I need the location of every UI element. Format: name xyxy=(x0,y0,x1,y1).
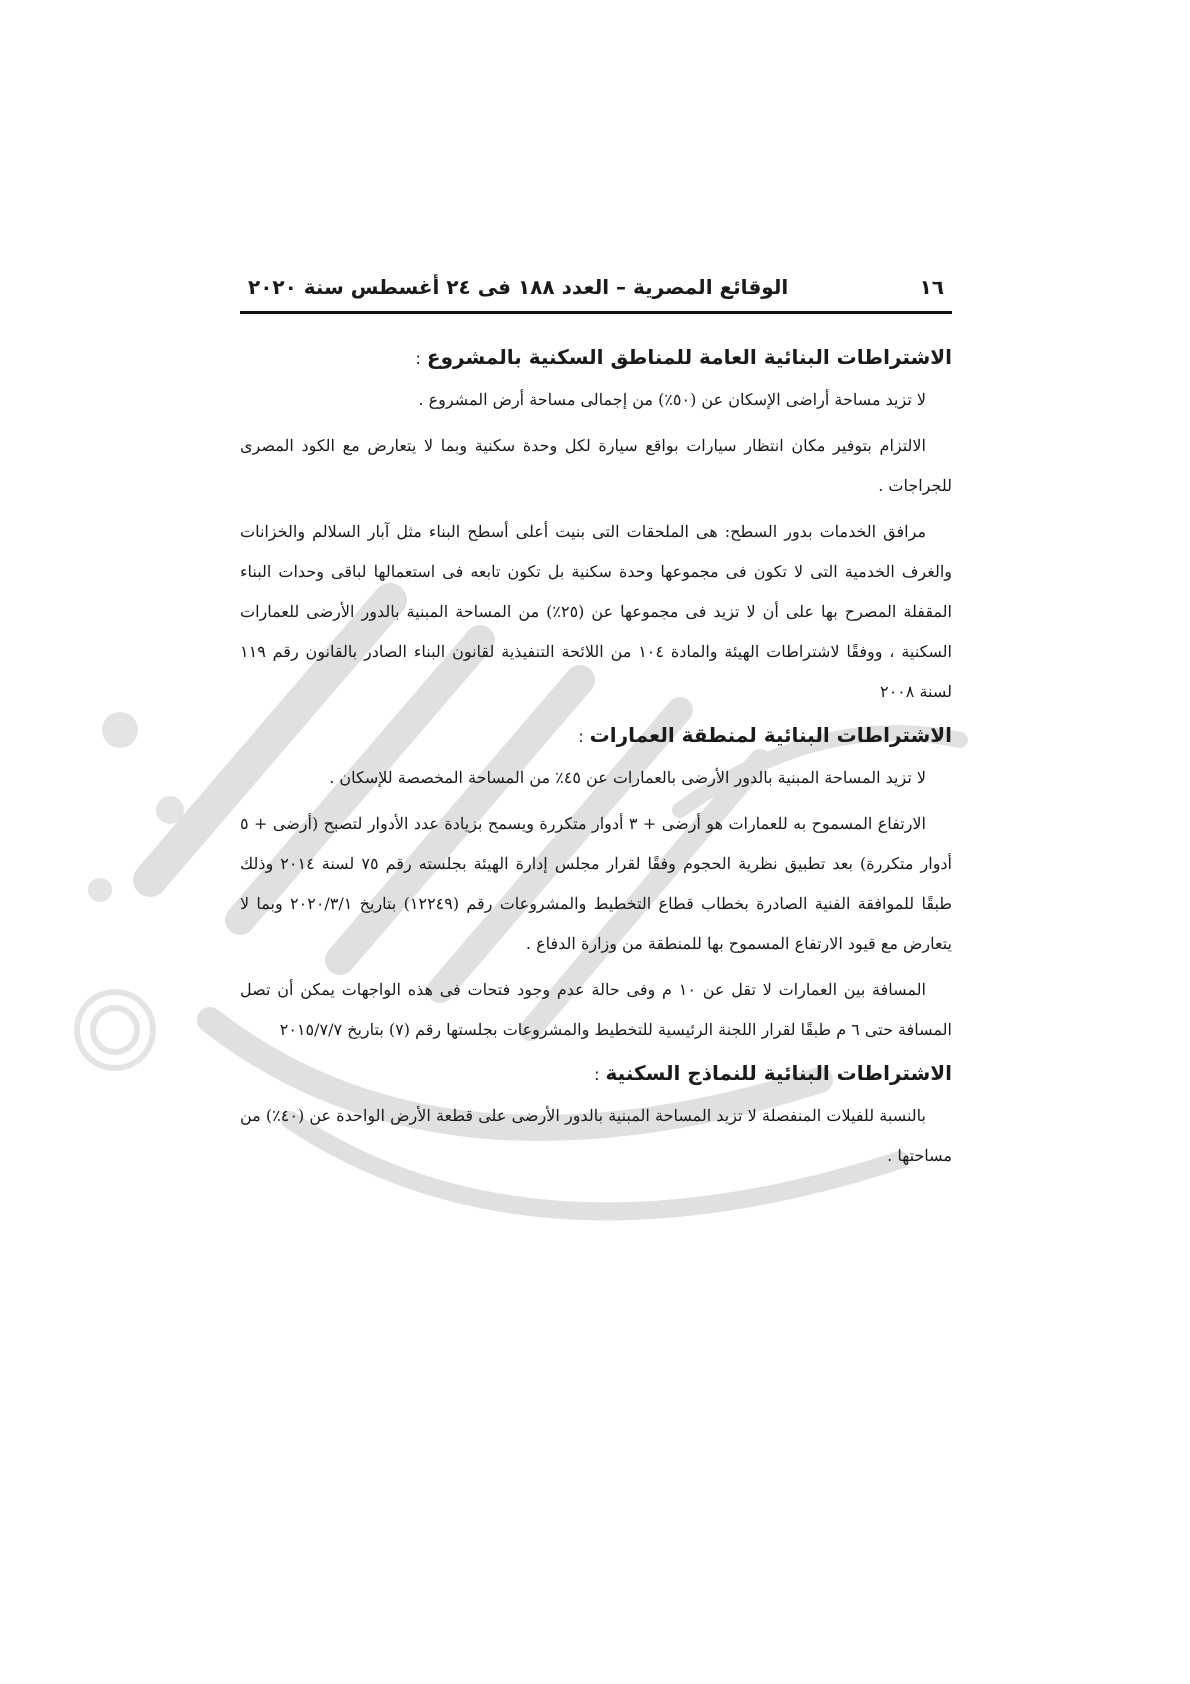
section-title-text: الاشتراطات البنائية لمنطقة العمارات xyxy=(589,723,952,747)
paragraph xyxy=(240,380,952,420)
paragraph xyxy=(240,970,952,1050)
section-title-colon: : xyxy=(578,727,584,746)
page-number: ١٦ xyxy=(919,275,944,299)
section-title-text: الاشتراطات البنائية للنماذج السكنية xyxy=(605,1061,952,1085)
paragraph-text: الالتزام بتوفير مكان انتظار سيارات بواقع سيارة لكل وحدة سكنية وبما لا يتعارض مع الكود المصرى للجراجات . xyxy=(240,436,952,495)
paragraph-text: مرافق الخدمات بدور السطح: هى الملحقات التى بنيت أعلى أسطح البناء مثل آبار السلالم والخزانات والغرف الخدمية التى لا تكون فى مجموعها وحدة سكنية بل تكون تابعه فى استعمالها لباقى وحدات البناء المقفلة المصرح بها على أن لا تزيد فى مجموعها عن (٢٥٪) من المساحة المبنية بالدور الأرضى للعمارات السكنية ، ووفقًا لاشتراطات الهيئة والمادة ١٠٤ من اللائحة التنفيذية لقانون البناء الصادر بالقانون رقم ١١٩ لسنة ٢٠٠٨ xyxy=(240,522,952,701)
paragraph-text: الارتفاع المسموح به للعمارات هو أرضى + ٣ أدوار متكررة ويسمح بزيادة عدد الأدوار لتصبح (أرضى + ٥ أدوار متكررة) بعد تطبيق نظرية الحجوم وفقًا لقرار مجلس إدارة الهيئة بجلسته رقم ٧٥ لسنة ٢٠١٤ وذلك طبقًا للموافقة الفنية الصادرة بخطاب قطاع التخطيط والمشروعات رقم (١٢٢٤٩) بتاريخ ٢٠٢٠/٣/١ وبما لا يتعارض مع قيود الارتفاع المسموح بها للمنطقة من وزارة الدفاع . xyxy=(240,814,953,953)
paragraph xyxy=(240,512,952,712)
header-divider xyxy=(240,311,952,314)
running-title: الوقائع المصرية – العدد ١٨٨ فى ٢٤ أغسطس سنة ٢٠٢٠ xyxy=(248,275,789,299)
section-title xyxy=(240,1056,952,1092)
paragraph xyxy=(240,804,952,964)
section-title xyxy=(240,340,952,376)
paragraph-text: لا تزيد المساحة المبنية بالدور الأرضى بالعمارات عن ٤٥٪ من المساحة المخصصة للإسكان . xyxy=(329,768,926,787)
section-title xyxy=(240,718,952,754)
paragraph-text: بالنسبة للفيلات المنفصلة لا تزيد المساحة المبنية بالدور الأرضى على قطعة الأرض الواحدة عن (٤٠٪) من مساحتها . xyxy=(240,1106,952,1165)
section-buildings-zone xyxy=(240,718,952,1050)
section-title-colon: : xyxy=(594,1065,600,1084)
paragraph xyxy=(240,758,952,798)
section-residential-models xyxy=(240,1056,952,1176)
page-header xyxy=(240,275,952,311)
section-title-colon: : xyxy=(415,349,421,368)
paragraph xyxy=(240,1096,952,1176)
paragraph-text: المسافة بين العمارات لا تقل عن ١٠ م وفى حالة عدم وجود فتحات فى هذه الواجهات يمكن أن تصل المسافة حتى ٦ م طبقًا لقرار اللجنة الرئيسية للتخطيط والمشروعات بجلستها رقم (٧) بتاريخ ٢٠١٥/٧/٧ xyxy=(240,980,952,1039)
paragraph-text: لا تزيد مساحة أراضى الإسكان عن (٥٠٪) من إجمالى مساحة أرض المشروع . xyxy=(418,390,926,409)
paragraph xyxy=(240,426,952,506)
section-title-text: الاشتراطات البنائية العامة للمناطق السكنية بالمشروع xyxy=(426,345,952,369)
gazette-page xyxy=(240,275,952,1182)
section-general-residential xyxy=(240,340,952,712)
